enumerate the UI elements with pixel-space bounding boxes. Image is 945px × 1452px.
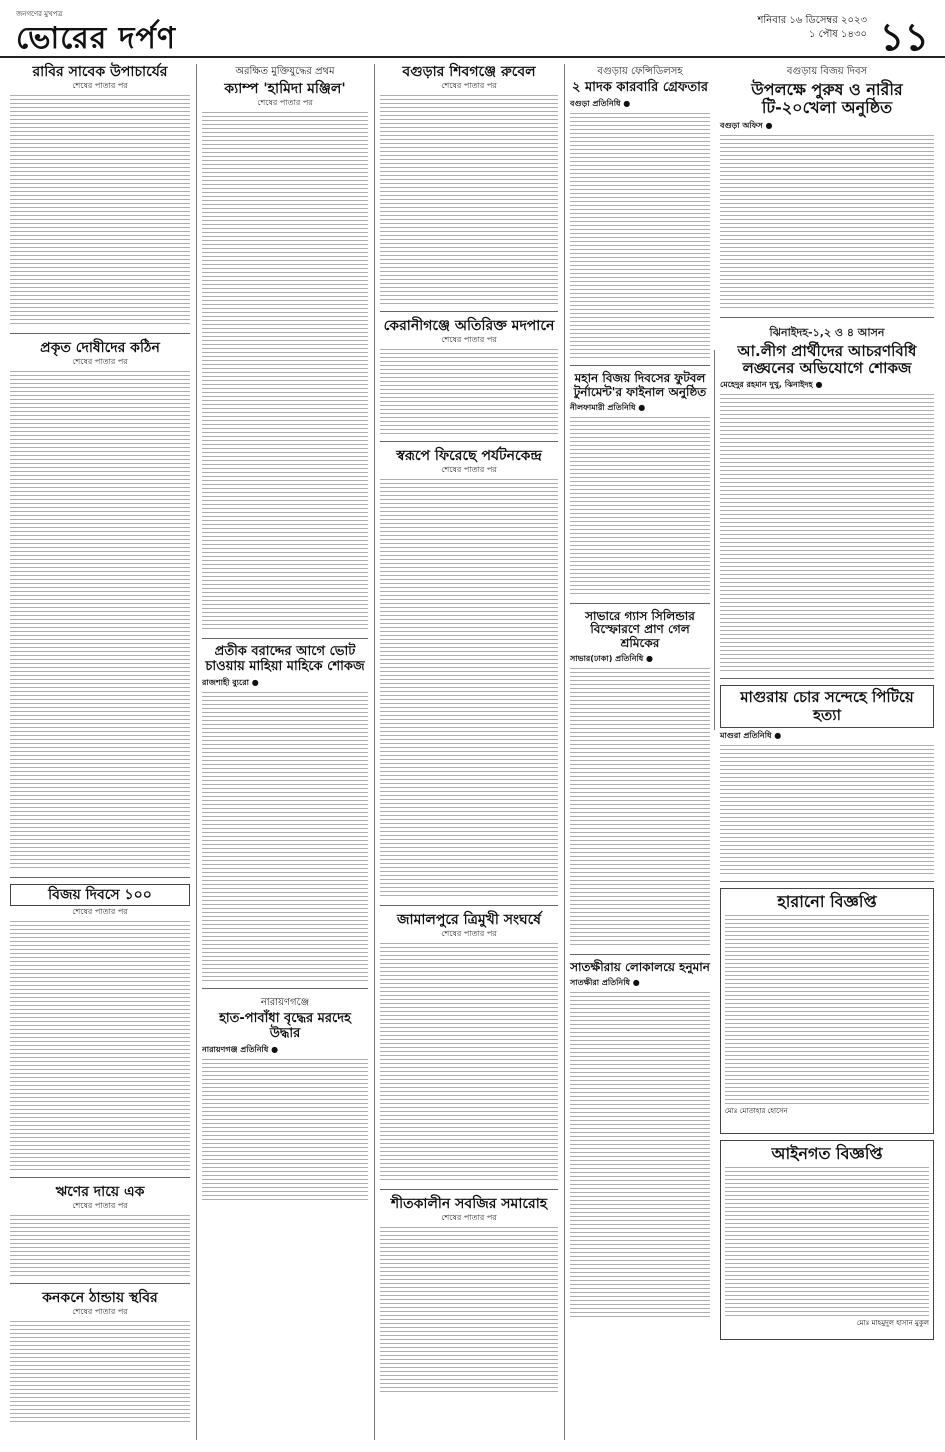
article-body bbox=[380, 1227, 558, 1395]
article-body bbox=[202, 112, 368, 632]
article-cold bbox=[10, 1290, 190, 1425]
article-body bbox=[10, 371, 190, 871]
continuation-note: শেষের পাতার পর bbox=[72, 81, 128, 91]
article-jhenaidah-showcause bbox=[720, 324, 934, 673]
article-body bbox=[380, 349, 558, 435]
article-hamida-manzil bbox=[202, 64, 368, 632]
lost-notice bbox=[720, 888, 934, 1134]
divider bbox=[380, 311, 558, 312]
byline: বগুড়া প্রতিনিধি ● bbox=[570, 98, 631, 108]
masthead bbox=[0, 0, 945, 58]
date-bengali: ১ পৌষ ১৪৩০ bbox=[808, 29, 867, 40]
headline: কেরানীগঞ্জে অতিরিক্ত মদপানে bbox=[383, 318, 555, 335]
article-body bbox=[10, 921, 190, 1171]
divider bbox=[202, 638, 368, 639]
article-football-final bbox=[570, 372, 710, 597]
headline: রাবির সাবেক উপাচার্যের bbox=[32, 64, 168, 80]
headline: আ.লীগ প্রার্থীদের আচরণবিধি লঙ্ঘনের অভিযোগে শোকজ bbox=[737, 341, 917, 378]
continuation-note: শেষের পাতার পর bbox=[441, 1213, 497, 1223]
notice-body bbox=[725, 915, 929, 1105]
legal-notice bbox=[720, 1140, 934, 1340]
headline: ঋণের দায়ে এক bbox=[55, 1184, 145, 1201]
column-divider bbox=[564, 64, 565, 1440]
headline: ২ মাদক কারবারি গ্রেফতার bbox=[571, 80, 709, 95]
headline: সাতক্ষীরায় লোকালয়ে হনুমান bbox=[570, 959, 710, 974]
headline: বিজয় দিবসে ১০০ bbox=[10, 884, 190, 906]
divider bbox=[380, 905, 558, 906]
kicker: বগুড়ায় বিজয় দিবস bbox=[786, 66, 868, 77]
byline: নারায়ণগঞ্জ প্রতিনিধি ● bbox=[202, 1044, 279, 1054]
article-body bbox=[380, 95, 558, 305]
column-2 bbox=[202, 64, 368, 1201]
column-4 bbox=[570, 64, 710, 1318]
continuation-note: শেষের পাতার পর bbox=[441, 335, 497, 345]
headline: ক্যাম্প 'হামিদা মঞ্জিল' bbox=[224, 81, 346, 97]
headline: সাভারে গ্যাস সিলিন্ডার বিস্ফোরণে প্রাণ গেল শ্রমিকের bbox=[585, 608, 695, 651]
article-body bbox=[570, 417, 710, 597]
brand-tagline: জনগণের মুখপত্র bbox=[16, 10, 63, 18]
continuation-note: শেষের পাতার পর bbox=[72, 1201, 128, 1211]
article-body bbox=[720, 745, 934, 875]
divider bbox=[570, 365, 710, 366]
divider bbox=[570, 603, 710, 604]
kicker: বগুড়ায় ফেন্সিডিলসহ bbox=[597, 66, 683, 77]
article-satkhira-monkey bbox=[570, 961, 710, 1318]
column-divider bbox=[196, 64, 197, 1440]
article-rabi-vc bbox=[10, 64, 190, 327]
divider bbox=[720, 317, 934, 318]
notice-body bbox=[725, 1167, 929, 1317]
article-body bbox=[10, 95, 190, 327]
headline: বগুড়ার শিবগঞ্জে রুবেল bbox=[402, 64, 536, 80]
article-body bbox=[202, 1059, 368, 1201]
continuation-note: শেষের পাতার পর bbox=[441, 81, 497, 91]
notice-signer: মোঃ মোতাহার হোসেন bbox=[725, 1107, 788, 1116]
divider bbox=[10, 333, 190, 334]
byline: বগুড়া অফিস ● bbox=[720, 120, 773, 130]
article-mahia-mahi bbox=[202, 645, 368, 982]
article-body bbox=[10, 1215, 190, 1277]
newspaper-logo: ভোরের দর্পণ bbox=[16, 21, 176, 56]
headline: উপলক্ষে পুরুষ ও নারীর টি-২০খেলা অনুষ্ঠিত bbox=[751, 80, 903, 118]
article-body bbox=[720, 135, 934, 311]
notice-title: হারানো বিজ্ঞপ্তি bbox=[777, 891, 877, 911]
column-3 bbox=[380, 64, 558, 1395]
continuation-note: শেষের পাতার পর bbox=[257, 98, 313, 108]
byline: সাভার(ঢাকা) প্রতিনিধি ● bbox=[570, 653, 654, 663]
continuation-note: শেষের পাতার পর bbox=[72, 357, 128, 367]
article-bogura-drugs bbox=[570, 64, 710, 359]
kicker: ঝিনাইদহ-১,২ ও ৪ আসন bbox=[769, 325, 885, 339]
page-number: ১১ bbox=[879, 15, 929, 59]
article-body bbox=[570, 668, 710, 948]
divider bbox=[10, 1283, 190, 1284]
divider bbox=[720, 678, 934, 679]
headline: কনকনে ঠান্ডায় স্থবির bbox=[42, 1290, 158, 1307]
byline: মাগুরা প্রতিনিধি ● bbox=[720, 730, 782, 740]
byline: রাজশাহী ব্যুরো ● bbox=[202, 677, 259, 687]
article-body bbox=[380, 479, 558, 899]
issue-date bbox=[758, 14, 867, 42]
headline: স্বরূপে ফিরেছে পর্যটনকেন্দ্র bbox=[396, 448, 542, 465]
article-victory-day bbox=[10, 884, 190, 1171]
article-body bbox=[570, 113, 710, 359]
article-real-culprits bbox=[10, 340, 190, 871]
article-body bbox=[720, 394, 934, 672]
article-body bbox=[570, 992, 710, 1318]
article-savar-gas bbox=[570, 610, 710, 948]
article-body bbox=[202, 692, 368, 982]
headline: মহান বিজয় দিবসের ফুটবল টুর্নামেন্ট'র ফাইনাল অনুষ্ঠিত bbox=[573, 370, 707, 399]
article-shibganj bbox=[380, 64, 558, 305]
divider bbox=[570, 954, 710, 955]
byline: নীলফামারী প্রতিনিধি ● bbox=[570, 402, 646, 412]
article-debt bbox=[10, 1184, 190, 1277]
headline: শীতকালীন সবজির সমারোহ bbox=[390, 1196, 548, 1213]
article-narayanganj bbox=[202, 995, 368, 1201]
divider bbox=[10, 877, 190, 878]
continuation-note: শেষের পাতার পর bbox=[441, 465, 497, 475]
column-1 bbox=[10, 64, 190, 1425]
headline: হাত-পাবাঁধা বৃদ্ধের মরদেহ উদ্ধার bbox=[219, 1010, 351, 1041]
divider bbox=[380, 441, 558, 442]
column-divider bbox=[374, 64, 375, 1440]
column-divider bbox=[714, 350, 715, 730]
divider bbox=[10, 1177, 190, 1178]
headline: প্রতীক বরাদ্দের আগে ভোট চাওয়ায় মাহিয়া মাহিকে শোকজ bbox=[205, 644, 365, 675]
article-jamalpur bbox=[380, 912, 558, 1183]
notice-title: আইনগত বিজ্ঞপ্তি bbox=[771, 1143, 883, 1163]
article-body bbox=[10, 1321, 190, 1425]
kicker: নারায়ণগঞ্জে bbox=[260, 996, 310, 1008]
continuation-note: শেষের পাতার পর bbox=[441, 929, 497, 939]
article-keraniganj bbox=[380, 318, 558, 435]
byline: সাতক্ষীরা প্রতিনিধি ● bbox=[570, 977, 640, 987]
headline: মাগুরায় চোর সন্দেহে পিটিয়ে হত্যা bbox=[720, 685, 934, 728]
byline: মেহেদুর রহমান দুখু, ঝিনাইদহ ● bbox=[720, 380, 823, 390]
headline: জামালপুরে ত্রিমুখী সংঘর্ষে bbox=[397, 912, 541, 929]
date-gregorian: শনিবার ১৬ ডিসেম্বর ২০২৩ bbox=[757, 15, 867, 26]
article-body bbox=[380, 943, 558, 1183]
article-tourism bbox=[380, 448, 558, 899]
continuation-note: শেষের পাতার পর bbox=[72, 1307, 128, 1317]
article-magura bbox=[720, 685, 934, 875]
divider bbox=[202, 988, 368, 989]
article-winter-vegetables bbox=[380, 1196, 558, 1395]
notice-signer: মোঃ মাহমুদুল হাসান মুকুল bbox=[856, 1319, 929, 1328]
continuation-note: শেষের পাতার পর bbox=[72, 907, 128, 917]
kicker: অরক্ষিত মুক্তিযুদ্ধের প্রথম bbox=[235, 66, 335, 77]
headline: প্রকৃত দোষীদের কঠিন bbox=[40, 340, 160, 357]
divider bbox=[380, 1189, 558, 1190]
divider bbox=[720, 881, 934, 882]
column-5 bbox=[720, 64, 934, 1340]
article-t20 bbox=[720, 64, 934, 311]
